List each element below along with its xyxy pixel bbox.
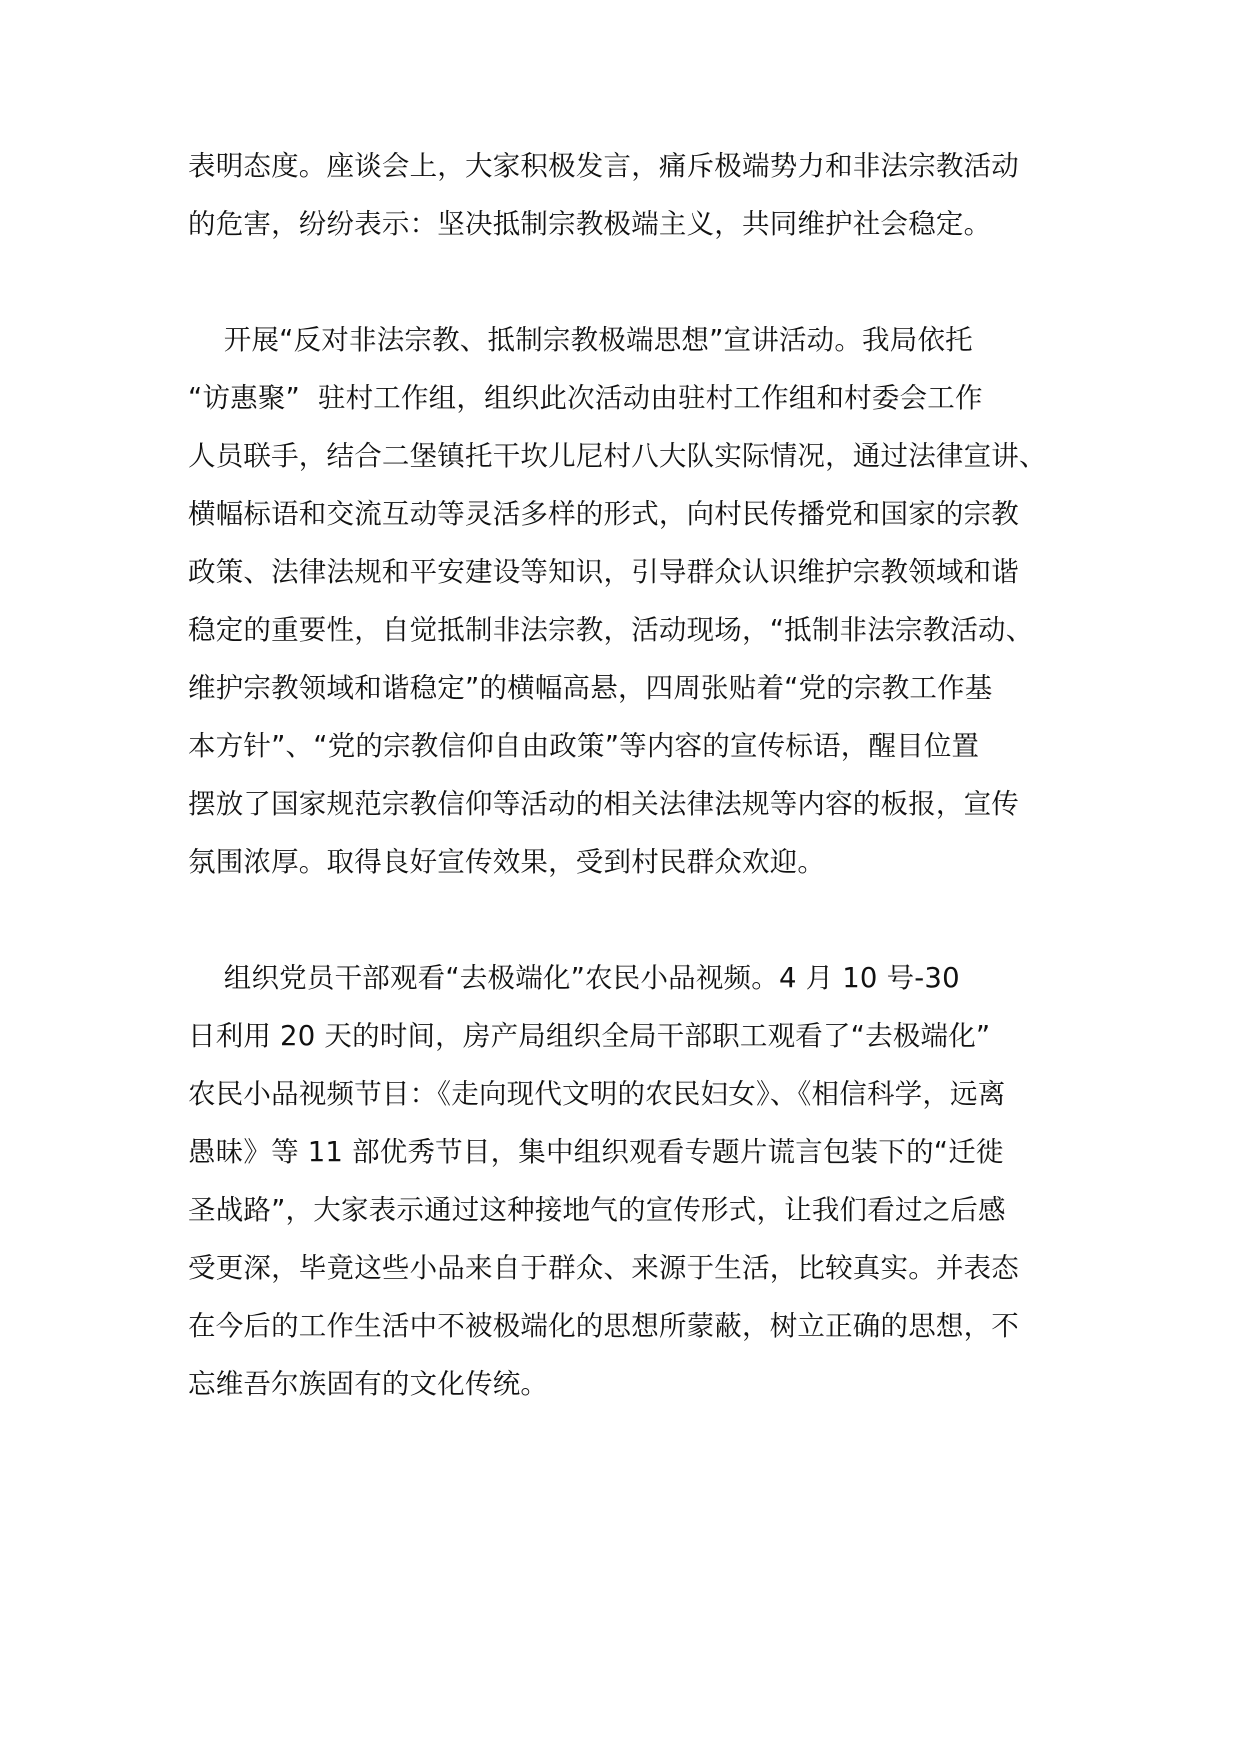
paragraph-2-line-1: 开展“反对非法宗教、抵制宗教极端思想”宣讲活动。我局依托 — [188, 324, 973, 356]
paragraph-1-line-2: 的危害，纷纷表示：坚决抵制宗教极端主义，共同维护社会稳定。 — [188, 208, 992, 240]
paragraph-2-line-9: 摆放了国家规范宗教信仰等活动的相关法律法规等内容的板报，宣传 — [188, 788, 1019, 820]
paragraph-3-line-4: 愚昧》等 11 部优秀节目，集中组织观看专题片谎言包装下的“迁徙 — [188, 1136, 1004, 1168]
paragraph-3-line-3: 农民小品视频节目：《走向现代文明的农民妇女》、《相信科学，远离 — [188, 1078, 1006, 1110]
paragraph-2-line-5: 政策、法律法规和平安建设等知识，引导群众认识维护宗教领域和谐 — [188, 556, 1019, 588]
paragraph-1-line-1: 表明态度。座谈会上，大家积极发言，痛斥极端势力和非法宗教活动 — [188, 150, 1019, 182]
paragraph-2-line-2: “访惠聚” 驻村工作组，组织此次活动由驻村工作组和村委会工作 — [188, 382, 983, 414]
paragraph-3-line-1: 组织党员干部观看“去极端化”农民小品视频。4 月 10 号-30 — [188, 962, 960, 994]
paragraph-2-line-8: 本方针”、“党的宗教信仰自由政策”等内容的宣传标语，醒目位置 — [188, 730, 980, 762]
paragraph-3-line-5: 圣战路”，大家表示通过这种接地气的宣传形式，让我们看过之后感 — [188, 1194, 1006, 1226]
paragraph-2-line-7: 维护宗教领域和谐稳定”的横幅高悬，四周张贴着“党的宗教工作基 — [188, 672, 993, 704]
paragraph-2-line-6: 稳定的重要性，自觉抵制非法宗教，活动现场，“抵制非法宗教活动、 — [188, 614, 1034, 646]
paragraph-3-line-2: 日利用 20 天的时间，房产局组织全局干部职工观看了“去极端化” — [188, 1020, 991, 1052]
paragraph-3-line-8: 忘维吾尔族固有的文化传统。 — [188, 1368, 549, 1400]
paragraph-2-line-3: 人员联手，结合二堡镇托干坎儿尼村八大队实际情况，通过法律宣讲、 — [188, 440, 1047, 472]
paragraph-2-line-4: 横幅标语和交流互动等灵活多样的形式，向村民传播党和国家的宗教 — [188, 498, 1019, 530]
paragraph-2-line-10: 氛围浓厚。取得良好宣传效果，受到村民群众欢迎。 — [188, 846, 826, 878]
paragraph-3-line-7: 在今后的工作生活中不被极端化的思想所蒙蔽，树立正确的思想，不 — [188, 1310, 1019, 1342]
paragraph-3-line-6: 受更深，毕竟这些小品来自于群众、来源于生活，比较真实。并表态 — [188, 1252, 1019, 1284]
